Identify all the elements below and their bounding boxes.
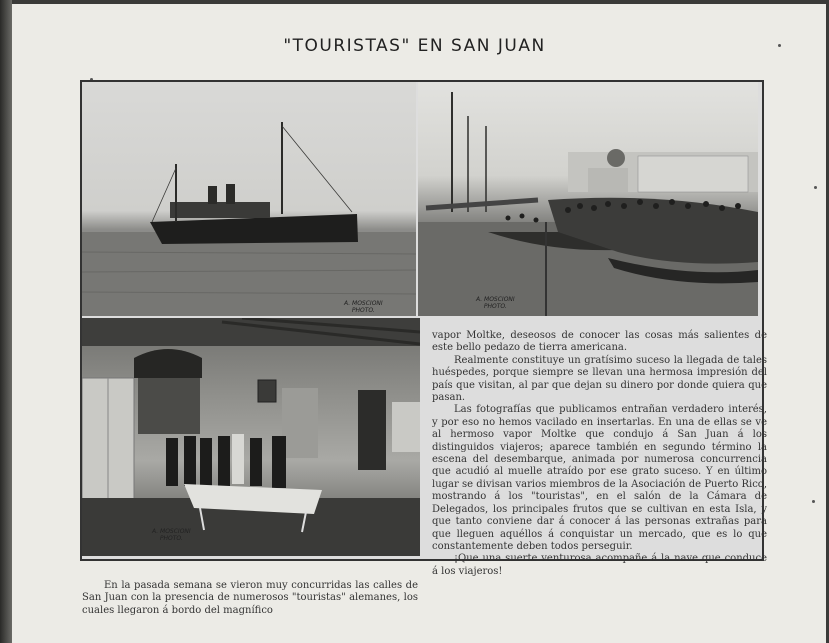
article-column-right: [432, 330, 767, 578]
photo-credit: A. MOSCIONI PHOTO.: [344, 300, 383, 314]
article-paragraph: Las fotografías que publicamos entrañan verdadero interés, y por eso no hemos vacilado en insertarlas. En una de ellas se ve al hermoso vapor Moltke que condujo á San Juan á los distinguidos viajeros; aparece también en segundo término la escena del desembarque, animada por numerosa concurrencia que acudió al muelle atraído por ese grato suceso. Y en último lugar se divisan varios miembros de la Asociación de Puerto Rico, mostrando á los "touristas", en el salón de la Cámara de Delegados, los principales frutos que se cultivan en esta Isla, y que tanto conviene dar á conocer á las personas extrañas para que lleguen aquéllos á conquistar un mercado, que es lo que constantemente deben todos perseguir.: [432, 404, 767, 552]
photo-steamship: [82, 82, 416, 316]
speck: [814, 186, 817, 189]
steamship-illustration: [82, 82, 416, 316]
article-column-left: [82, 580, 418, 617]
article-paragraph: ¡Que una suerte venturosa acompañe á la nave que conduce á los viajeros!: [432, 553, 767, 577]
article-paragraph: Realmente constituye un gratísimo suceso la llegada de tales huéspedes, porque siempre se llevan una hermosa impresión del país que visitan, al par que dejan su dinero por donde quiera que pasan.: [432, 354, 767, 404]
article-paragraph: vapor Moltke, deseosos de conocer las cosas más salientes de este bello pedazo de tierra americana.: [432, 330, 767, 354]
speck: [812, 500, 815, 503]
photo-credit: A. MOSCIONI PHOTO.: [152, 528, 191, 542]
article-paragraph: En la pasada semana se vieron muy concurridas las calles de San Juan con la presencia de numerosos "touristas" alemanes, los cuales llegaron á bordo del magnífico: [82, 580, 418, 616]
harbor-illustration: [418, 82, 758, 316]
reception-illustration: [82, 318, 420, 556]
photo-harbor: [418, 82, 758, 316]
photo-reception-hall: [82, 318, 420, 556]
page-gutter: [0, 0, 12, 643]
photo-credit: A. MOSCIONI PHOTO.: [476, 296, 515, 310]
page-title: "TOURISTAS" EN SAN JUAN: [283, 36, 546, 56]
